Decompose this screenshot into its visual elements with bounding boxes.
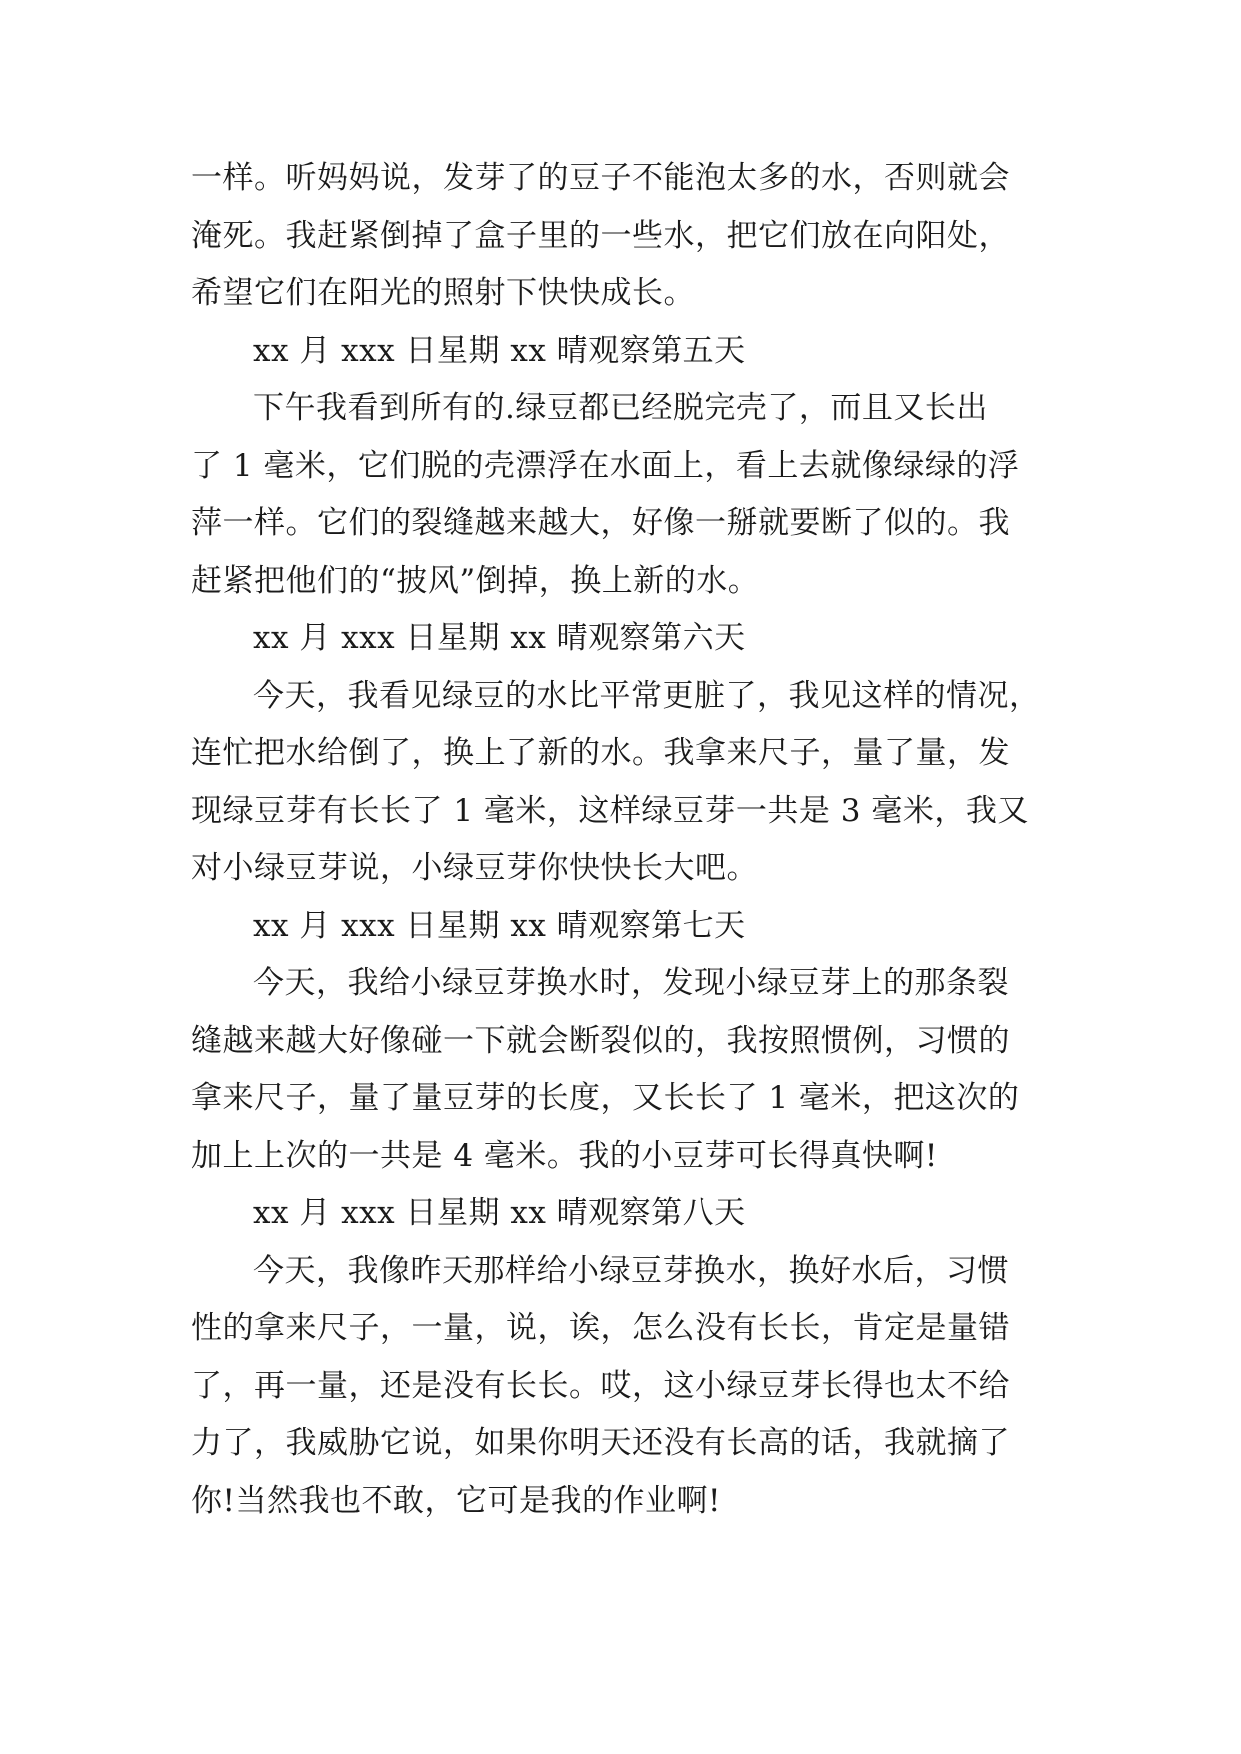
text-line: 性的拿来尺子，一量，说，诶，怎么没有长长，肯定是量错: [191, 1310, 1010, 1346]
document-body: [191, 150, 1071, 1530]
text-line: 淹死。我赶紧倒掉了盒子里的一些水，把它们放在向阳处，: [191, 217, 1010, 254]
diary-date-heading: xx 月 xxx 日星期 xx 晴观察第六天: [253, 620, 746, 656]
text-line: 赶紧把他们的“披风”倒掉，换上新的水。: [191, 562, 760, 599]
text-line: 缝越来越大好像碰一下就会断裂似的，我按照惯例，习惯的: [191, 1022, 1010, 1059]
diary-date-heading: xx 月 xxx 日星期 xx 晴观察第七天: [253, 907, 746, 944]
text-line: 连忙把水给倒了，换上了新的水。我拿来尺子，量了量，发: [191, 735, 1010, 771]
text-line: 对小绿豆芽说，小绿豆芽你快快长大吧。: [191, 850, 758, 886]
text-line: 萍一样。它们的裂缝越来越大，好像一掰就要断了似的。我: [191, 505, 1010, 541]
text-line: 加上上次的一共是 4 毫米。我的小豆芽可长得真快啊!: [191, 1137, 938, 1174]
text-line: 今天，我像昨天那样给小绿豆芽换水，换好水后，习惯: [253, 1252, 1009, 1289]
text-line: 下午我看到所有的.绿豆都已经脱完壳了，而且又长出: [253, 390, 988, 426]
text-line: 力了，我威胁它说，如果你明天还没有长高的话，我就摘了: [191, 1425, 1010, 1461]
text-line: 希望它们在阳光的照射下快快成长。: [191, 275, 695, 311]
diary-date-heading: xx 月 xxx 日星期 xx 晴观察第八天: [253, 1195, 746, 1231]
text-line: 今天，我看见绿豆的水比平常更脏了，我见这样的情况，: [253, 677, 1041, 714]
diary-date-heading: xx 月 xxx 日星期 xx 晴观察第五天: [253, 332, 746, 369]
text-line: 今天，我给小绿豆芽换水时，发现小绿豆芽上的那条裂: [253, 965, 1009, 1001]
text-line: 了 1 毫米，它们脱的壳漂浮在水面上，看上去就像绿绿的浮: [191, 447, 1020, 484]
text-line: 拿来尺子，量了量豆芽的长度，又长长了 1 毫米，把这次的: [191, 1080, 1020, 1116]
text-line: 你!当然我也不敢，它可是我的作业啊!: [191, 1482, 721, 1519]
text-line: 了，再一量，还是没有长长。哎，这小绿豆芽长得也太不给: [191, 1367, 1010, 1404]
text-line: 现绿豆芽有长长了 1 毫米，这样绿豆芽一共是 3 毫米，我又: [191, 792, 1029, 829]
text-line: 一样。听妈妈说，发芽了的豆子不能泡太多的水，否则就会: [191, 160, 1010, 196]
